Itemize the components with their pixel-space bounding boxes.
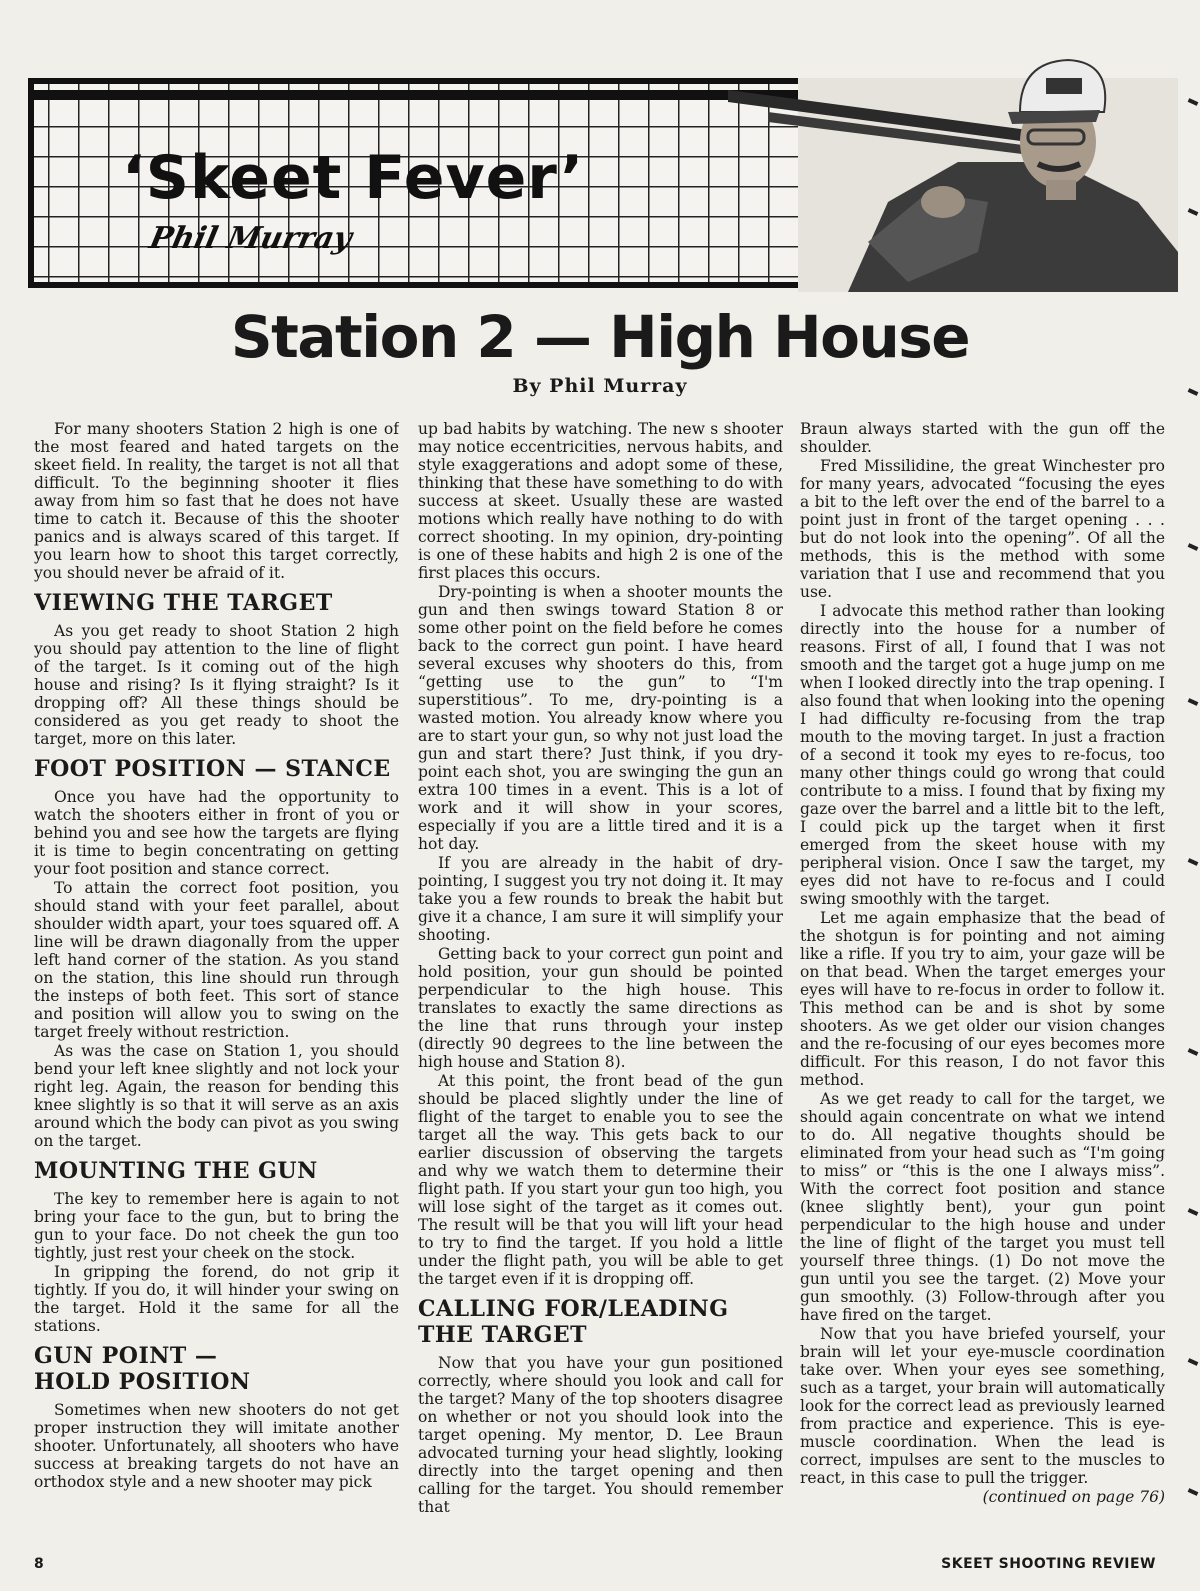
shooter-photo — [728, 52, 1178, 292]
paragraph: Braun always started with the gun off the shoulder. — [800, 420, 1165, 456]
author-signature: Phil Murray — [146, 221, 355, 256]
article-column-1 — [34, 420, 399, 1540]
binding-mark — [1188, 858, 1199, 866]
paragraph: In gripping the forend, do not grip it tightly. If you do, it will hinder your swing on the target. Hold it the same for all the stations. — [34, 1263, 399, 1335]
paragraph: To attain the correct foot position, you should stand with your feet parallel, about shoulder width apart, your toes squared off. A line will be drawn diagonally from the upper left hand corner of the station. As you stand on the station, this line should run through the insteps of both feet. This sort of stance and position will allow you to swing on the target freely without restriction. — [34, 879, 399, 1041]
paragraph: Sometimes when new shooters do not get proper instruction they will imitate another shooter. Unfortunately, all shooters who have success at breaking targets do not have an orthodox style and a new shooter may pick — [34, 1401, 399, 1491]
paragraph: At this point, the front bead of the gun should be placed slightly under the line of flight of the target to enable you to see the target all the way. This gets back to our earlier discussion of observing the targets and why we watch them to determine their flight path. If you start your gun too high, you will lose sight of the target as it comes out. The result will be that you will lift your head to try to find the target. If you hold a little under the flight path, you will be able to get the target even if it is dropping off. — [418, 1072, 783, 1288]
article-column-2 — [418, 420, 783, 1540]
continued-note: (continued on page 76) — [982, 1488, 1165, 1506]
binding-mark — [1188, 543, 1199, 551]
paragraph: The key to remember here is again to not bring your face to the gun, but to bring the gun to your face. Do not cheek the gun too tightly, just rest your cheek on the stock. — [34, 1190, 399, 1262]
paragraph: For many shooters Station 2 high is one of the most feared and hated targets on the skeet field. In reality, the target is not all that difficult. To the beginning shooter it flies away from him so fast that he does not have time to catch it. Because of this the shooter panics and is always scared of this target. If you learn how to shoot this target correctly, you should never be afraid of it. — [34, 420, 399, 582]
paragraph: Dry-pointing is when a shooter mounts the gun and then swings toward Station 8 or some other point on the field before he comes back to the correct gun point. I have heard several excuses why shooters do this, from “getting use to the gun” to “I'm superstitious”. To me, dry-pointing is a wasted motion. You already know where you are to start your gun, so why not just load the gun and start there? Just think, if you dry-point each shot, you are swinging the gun an extra 100 times in a event. This is a lot of work and it will show in your scores, especially if you are a little tired and it is a hot day. — [418, 583, 783, 853]
binding-mark — [1188, 208, 1199, 216]
binding-mark — [1188, 1048, 1199, 1056]
page-number: 8 — [34, 1556, 44, 1572]
paragraph: As we get ready to call for the target, we should again concentrate on what we intend to do. All negative thoughts should be eliminated from your head such as “I'm going to miss” or “this is the one I always miss”. With the correct foot position and stance (knee slightly bent), your gun point perpendicular to the high house and under the line of flight of the target you must tell yourself three things. (1) Do not move the gun until you see the target. (2) Move your gun smoothly. (3) Follow-through after you have fired on the target. — [800, 1090, 1165, 1324]
paragraph: Now that you have your gun positioned correctly, where should you look and call for the target? Many of the top shooters disagree on whether or not you should look into the target opening. My mentor, D. Lee Braun advocated turning your head slightly, looking directly into the target opening and then calling for the target. You should remember that — [418, 1354, 783, 1516]
heading-line: HOLD POSITION — [34, 1369, 251, 1395]
section-heading-calling — [418, 1296, 783, 1348]
section-heading-foot-position: FOOT POSITION — STANCE — [34, 756, 391, 782]
paragraph: Fred Missilidine, the great Winchester pro for many years, advocated “focusing the eyes a bit to the left over the end of the barrel to a point just in front of the target opening . . . but do not look into the opening”. Of all the methods, this is the method with some variation that I use and recommend that you use. — [800, 457, 1165, 601]
paragraph: As you get ready to shoot Station 2 high you should pay attention to the line of flight of the target. Is it coming out of the high house and rising? Is it flying straight? Is it dropping off? All these things should be considered as you get ready to shoot the target, more on this later. — [34, 622, 399, 748]
heading-line: CALLING FOR/LEADING — [418, 1296, 729, 1322]
paragraph: Now that you have briefed yourself, your brain will let your eye-muscle coordination take over. When your eyes see something, such as a target, your brain will automatically look for the correct lead as previously learned from practice and experience. This is eye-muscle coordination. When the lead is correct, impulses are sent to the muscles to react, in this case to pull the trigger. — [800, 1325, 1165, 1487]
paragraph: up bad habits by watching. The new s shooter may notice eccentricities, nervous habits, and style exaggerations and adopt some of these, thinking that these have something to do with success at skeet. Usually these are wasted motions which really have nothing to do with correct shooting. In my opinion, dry-pointing is one of these habits and high 2 is one of the first places this occurs. — [418, 420, 783, 582]
column-title: ‘Skeet Fever’ — [122, 143, 585, 213]
publication-name: SKEET SHOOTING REVIEW — [941, 1556, 1156, 1572]
section-heading-gun-point — [34, 1343, 399, 1395]
binding-mark — [1188, 1208, 1199, 1216]
binding-mark — [1188, 98, 1199, 106]
shooter-neck — [1046, 180, 1076, 200]
paragraph: Getting back to your correct gun point and hold position, your gun should be pointed perpendicular to the high house. This translates to exactly the same directions as the line that runs through your instep (directly 90 degrees to the line between the high house and Station 8). — [418, 945, 783, 1071]
binding-mark — [1188, 1488, 1199, 1496]
cap-logo — [1046, 78, 1082, 94]
section-heading-viewing: VIEWING THE TARGET — [34, 590, 333, 616]
binding-mark — [1188, 698, 1199, 706]
paragraph: As was the case on Station 1, you should bend your left knee slightly and not lock your right leg. Again, the reason for bending this knee slightly is so that it will serve as an axis around which the body can pivot as you swing on the target. — [34, 1042, 399, 1150]
paragraph: If you are already in the habit of dry-pointing, I suggest you try not doing it. It may take you a few rounds to break the habit but give it a chance, I am sure it will simplify your shooting. — [418, 854, 783, 944]
heading-line: THE TARGET — [418, 1322, 588, 1348]
paragraph: Once you have had the opportunity to watch the shooters either in front of you or behind you and see how the targets are flying it is time to begin concentrating on getting your foot position and stance correct. — [34, 788, 399, 878]
shooter-hand — [921, 186, 965, 218]
binding-mark — [1188, 1358, 1199, 1366]
heading-line: GUN POINT — — [34, 1343, 218, 1369]
article-column-3 — [800, 420, 1165, 1540]
paragraph: Let me again emphasize that the bead of the shotgun is for pointing and not aiming like a rifle. If you try to aim, your gaze will be on that bead. When the target emerges your eyes will have to re-focus in order to follow it. This method can be and is shot by some shooters. As we get older our vision changes and the re-focusing of our eyes becomes more difficult. For this reason, I do not favor this method. — [800, 909, 1165, 1089]
article-headline: Station 2 — High House — [230, 303, 970, 371]
article-byline: By Phil Murray — [512, 375, 688, 397]
paragraph: I advocate this method rather than looking directly into the house for a number of reasons. First of all, I found that I was not smooth and the target got a huge jump on me when I looked directly into the trap opening. I also found that when looking into the opening I had difficulty re-focusing from the trap mouth to the moving target. In just a fraction of a second it took my eyes to re-focus, too many other things could go wrong that could contribute to a miss. I found that by fixing my gaze over the barrel and a little bit to the left, I could pick up the target when it first emerged from the skeet house with my peripheral vision. Once I saw the target, my eyes did not have to re-focus and I could swing smoothly with the target. — [800, 602, 1165, 908]
section-heading-mounting: MOUNTING THE GUN — [34, 1158, 318, 1184]
cap-brim — [1008, 110, 1100, 124]
